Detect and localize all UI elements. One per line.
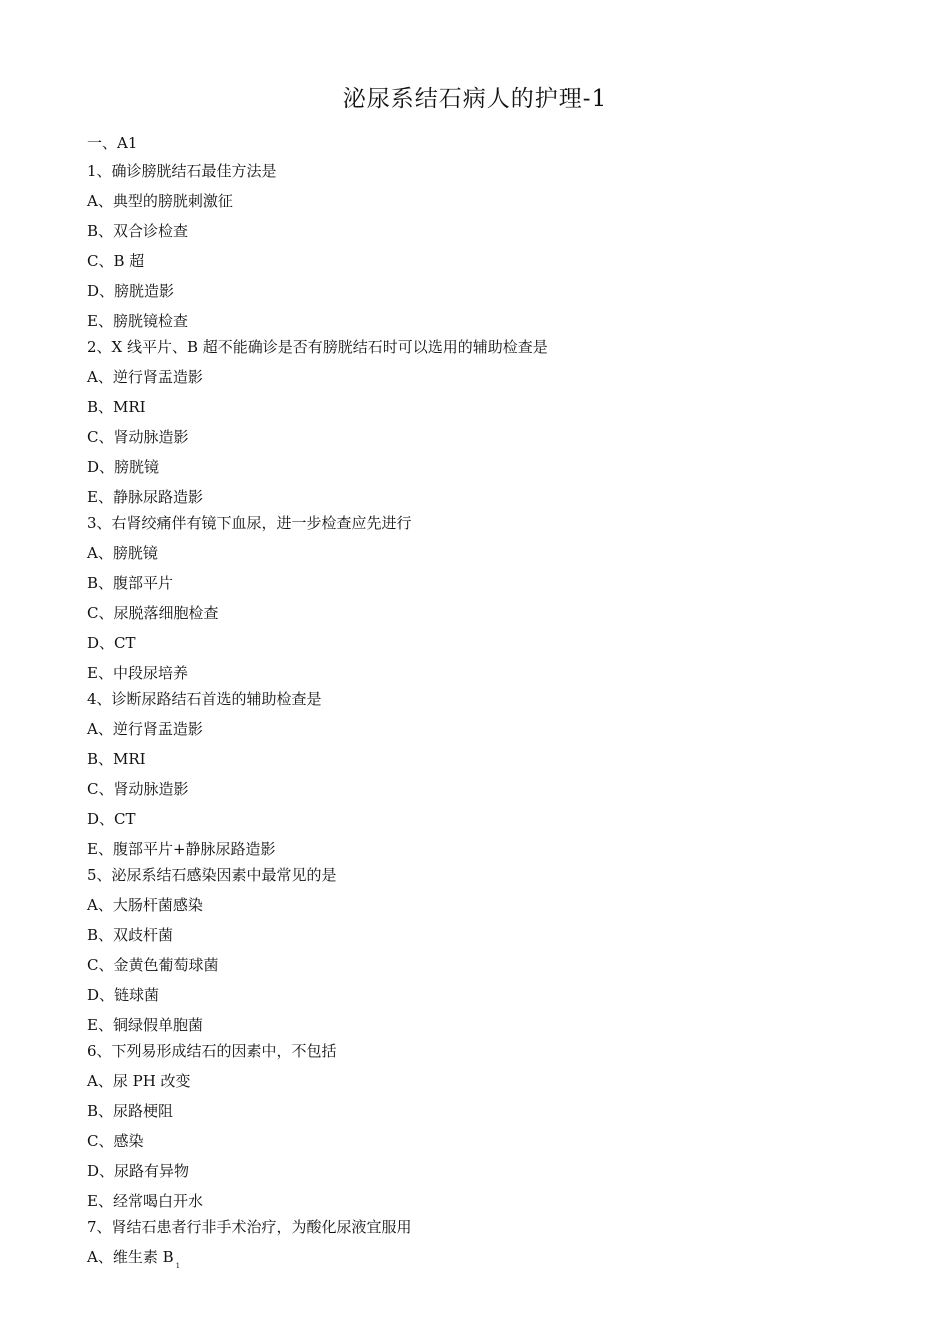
question-stem: 7、肾结石患者行非手术治疗，为酸化尿液宜服用 <box>87 1218 412 1236</box>
answer-option: D、CT <box>87 634 136 652</box>
answer-option: C、尿脱落细胞检查 <box>87 604 219 622</box>
answer-option: E、膀胱镜检查 <box>87 312 188 330</box>
answer-option <box>87 1248 180 1275</box>
answer-option: A、典型的膀胱刺激征 <box>87 192 233 210</box>
question-stem: 6、下列易形成结石的因素中，不包括 <box>87 1042 337 1060</box>
subscript: 1 <box>175 1262 181 1270</box>
answer-option: B、双歧杆菌 <box>87 926 174 944</box>
answer-option: D、膀胱镜 <box>87 458 160 476</box>
answer-option: A、膀胱镜 <box>87 544 158 562</box>
answer-option: E、腹部平片+静脉尿路造影 <box>87 840 276 858</box>
question-stem: 4、诊断尿路结石首选的辅助检查是 <box>87 690 322 708</box>
answer-option: D、CT <box>87 810 136 828</box>
answer-option: B、MRI <box>87 398 146 416</box>
question-stem: 3、右肾绞痛伴有镜下血尿，进一步检查应先进行 <box>87 514 412 532</box>
answer-option: A、大肠杆菌感染 <box>87 896 203 914</box>
document-title: 泌尿系结石病人的护理-1 <box>342 86 608 112</box>
answer-option: C、B 超 <box>87 252 145 270</box>
answer-option: C、肾动脉造影 <box>87 428 189 446</box>
answer-option: D、尿路有异物 <box>87 1162 190 1180</box>
answer-option: D、链球菌 <box>87 986 160 1004</box>
answer-option: E、静脉尿路造影 <box>87 488 203 506</box>
answer-option-text: A、维生素 B <box>87 1248 174 1266</box>
answer-option: E、中段尿培养 <box>87 664 188 682</box>
answer-option: A、尿 PH 改变 <box>87 1072 191 1090</box>
answer-option: E、铜绿假单胞菌 <box>87 1016 203 1034</box>
answer-option: B、尿路梗阻 <box>87 1102 174 1120</box>
answer-option: B、腹部平片 <box>87 574 174 592</box>
question-stem: 1、确诊膀胱结石最佳方法是 <box>87 162 277 180</box>
answer-option: C、感染 <box>87 1132 144 1150</box>
answer-option: A、逆行肾盂造影 <box>87 368 203 386</box>
question-stem: 2、X 线平片、B 超不能确诊是否有膀胱结石时可以选用的辅助检查是 <box>87 338 548 356</box>
section-heading: 一、A1 <box>87 134 138 152</box>
answer-option: C、肾动脉造影 <box>87 780 189 798</box>
answer-option: B、双合诊检查 <box>87 222 189 240</box>
answer-option: C、金黄色葡萄球菌 <box>87 956 219 974</box>
answer-option: D、膀胱造影 <box>87 282 175 300</box>
answer-option: A、逆行肾盂造影 <box>87 720 203 738</box>
answer-option: E、经常喝白开水 <box>87 1192 203 1210</box>
answer-option: B、MRI <box>87 750 146 768</box>
question-stem: 5、泌尿系结石感染因素中最常见的是 <box>87 866 337 884</box>
